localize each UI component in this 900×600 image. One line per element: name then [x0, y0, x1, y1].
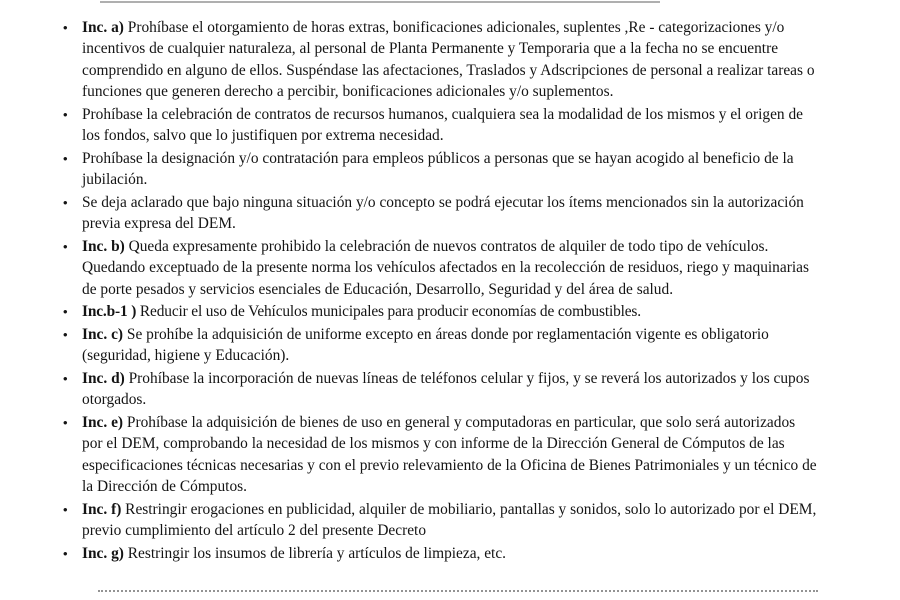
item-label: Inc. b) [82, 237, 125, 255]
item-text: Prohíbase el otorgamiento de horas extras, bonificaciones adicionales, suplentes ,Re - categorizaciones y/o incentivos de cualquier naturaleza, al personal de Planta Permanente y Temporaria que a la fecha no se encuentre comprendido en alguno de ellos. Suspéndase las afectaciones, Traslados y Adscripciones de personal a realizar tareas o funciones que generen derecho a percibir, bonificaciones adicionales y/o suplementos. [82, 19, 815, 101]
item-text: Se deja aclarado que bajo ninguna situación y/o concepto se podrá ejecutar los ítems mencionados sin la autorización previa expresa del DEM. [82, 193, 804, 233]
bullet-icon: • [63, 106, 68, 122]
item-label: Inc. g) [82, 544, 124, 562]
item-label: Inc. d) [82, 369, 125, 387]
item-text: Queda expresamente prohibido la celebración de nuevos contratos de alquiler de todo tipo de vehículos. Quedando exceptuado de la presente norma los vehículos afectados en la recolección de residuos, riego y maquinarias de porte pesados y servicios esenciales de Educación, Desarrollo, Seguridad y del área de salud. [82, 237, 809, 298]
list-item [63, 236, 818, 300]
bullet-icon: • [63, 370, 68, 386]
list-item [63, 17, 818, 103]
item-text: Prohíbase la celebración de contratos de recursos humanos, cualquiera sea la modalidad de los mismos y el origen de los fondos, salvo que lo justifiquen por extrema necesidad. [82, 105, 803, 145]
bullet-icon: • [63, 304, 68, 320]
item-text: Se prohíbe la adquisición de uniforme excepto en áreas donde por reglamentación vigente es obligatorio (seguridad, higiene y Educación). [82, 325, 769, 365]
list-item [63, 148, 818, 191]
list-item [63, 368, 818, 411]
bullet-icon: • [63, 501, 68, 517]
bullet-icon: • [63, 194, 68, 210]
cut-off-previous-line [100, 0, 660, 3]
bullet-icon: • [63, 414, 68, 430]
item-label: Inc.b-1 ) [82, 303, 137, 321]
item-label: Inc. a) [82, 19, 124, 36]
cut-off-next-line [98, 590, 818, 600]
bullet-icon: • [63, 20, 68, 35]
decree-item-list [0, 17, 818, 565]
bullet-icon: • [63, 150, 68, 166]
list-item [63, 192, 818, 235]
bullet-icon: • [63, 238, 68, 254]
bullet-icon: • [63, 326, 68, 342]
item-text: Prohíbase la adquisición de bienes de uso en general y computadoras en particular, que solo será autorizados por el DEM, comprobando la necesidad de los mismos y con informe de la Dirección General de Cómputos de las especificaciones técnicas necesarias y con el previo relevamiento de la Oficina de Bienes Patrimoniales y un técnico de la Dirección de Cómputos. [82, 413, 817, 496]
item-label: Inc. e) [82, 413, 124, 431]
list-item [63, 301, 818, 322]
item-text: Reducir el uso de Vehículos municipales para producir economías de combustibles. [136, 303, 641, 321]
list-item [63, 104, 818, 147]
list-item [63, 412, 818, 498]
item-label: Inc. f) [82, 500, 122, 518]
list-item [63, 499, 818, 542]
item-text: Restringir erogaciones en publicidad, alquiler de mobiliario, pantallas y sonidos, solo lo autorizado por el DEM, previo cumplimiento del artículo 2 del presente Decreto [82, 500, 817, 540]
list-item [63, 324, 818, 367]
bullet-icon: • [63, 545, 68, 561]
item-label: Inc. c) [82, 325, 124, 343]
list-item [63, 543, 818, 564]
item-text: Prohíbase la incorporación de nuevas líneas de teléfonos celular y fijos, y se reverá los autorizados y los cupos otorgados. [82, 369, 810, 409]
item-text: Restringir los insumos de librería y artículos de limpieza, etc. [123, 544, 507, 562]
item-text: Prohíbase la designación y/o contratación para empleos públicos a personas que se hayan acogido al beneficio de la jubilación. [82, 149, 794, 189]
